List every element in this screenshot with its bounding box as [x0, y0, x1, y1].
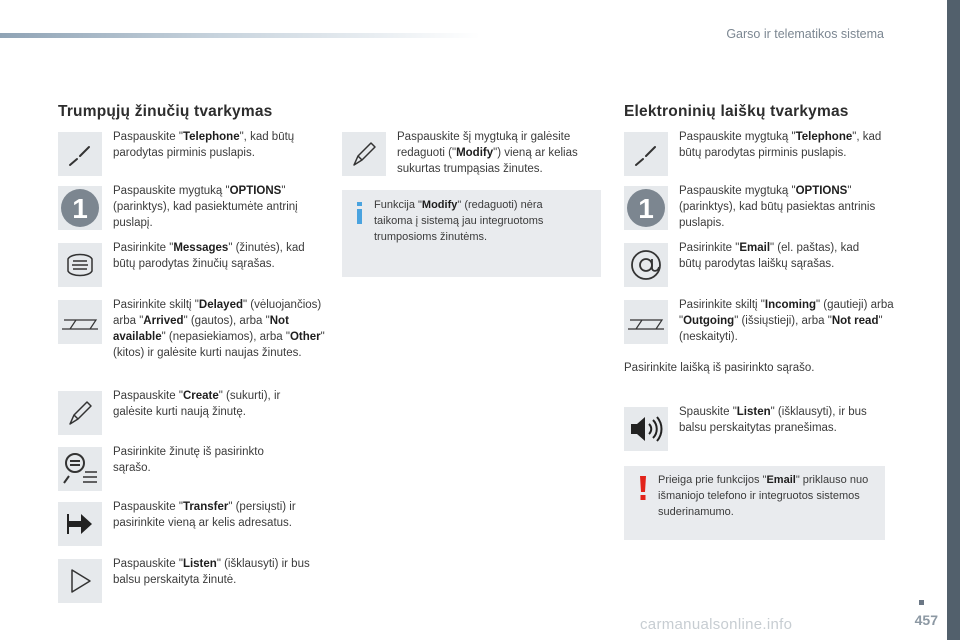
step-one-icon	[60, 188, 100, 228]
search-list-icon	[61, 450, 99, 488]
sms-listen-icon-box	[58, 559, 102, 603]
header-gradient-bar	[0, 33, 480, 38]
sms-step-1: Paspauskite "Telephone", kad būtų parodytas pirminis puslapis.	[113, 131, 295, 159]
sms-step-2: Paspauskite mygtuką "OPTIONS" (parinktys), kad pasiektumėte antrinį puslapį.	[113, 185, 298, 229]
message-list-icon	[64, 249, 96, 281]
email-step-3: Pasirinkite "Email" (el. paštas), kad būtų parodytas laiškų sąrašas.	[679, 242, 860, 270]
pencil-icon	[65, 398, 95, 428]
sms-tabs-icon-box	[58, 300, 102, 344]
email-step-4: Pasirinkite skiltį "Incoming" (gautieji) arba "Outgoing" (išsiųstieji), arba "Not read" (neskaityti).	[679, 299, 894, 343]
pen-icon	[65, 139, 95, 169]
info-icon	[356, 202, 364, 224]
sms-messages-icon-box	[58, 243, 102, 287]
sms-step-4: Pasirinkite skiltį "Delayed" (vėluojančios) arba "Arrived" (gautos), arba "Not available" (nepasiekiamos), arba "Other" (kitos) ir galėsite kurti naujas žinutes.	[113, 299, 325, 359]
email-listen-icon-box	[624, 407, 668, 451]
sms-select-icon-box	[58, 447, 102, 491]
sms-step-7: Paspauskite "Transfer" (persiųsti) ir pasirinkite vieną ar kelis adresatus.	[113, 501, 296, 529]
email-tabs-icon-box	[624, 300, 668, 344]
sms-modify-icon-box	[342, 132, 386, 176]
email-step-1: Paspauskite mygtuką "Telephone", kad būtų parodytas pirminis puslapis.	[679, 131, 882, 159]
sms-step-6: Pasirinkite žinutę iš pasirinkto sąrašo.	[113, 446, 264, 474]
sms-step-8: Paspauskite "Listen" (išklausyti) ir bus balsu perskaityta žinutė.	[113, 558, 310, 586]
email-warning-note: Prieiga prie funkcijos "Email" priklauso nuo išmaniojo telefono ir integruotos sistemos suderinamumo.	[624, 466, 885, 540]
sms-telephone-icon-box	[58, 132, 102, 176]
email-listen-step: Spauskite "Listen" (išklausyti), ir bus balsu perskaitytas pranešimas.	[679, 406, 867, 434]
email-at-icon-box	[624, 243, 668, 287]
email-options-icon-box	[624, 186, 668, 230]
page-marker	[919, 600, 924, 605]
edit-pencil-icon	[349, 139, 379, 169]
step-one-icon	[626, 188, 666, 228]
sms-modify-step: Paspauskite šį mygtuką ir galėsite redaguoti ("Modify") vieną ar kelias sukurtas trumpąsias žinutes.	[397, 131, 578, 175]
sms-step-3: Pasirinkite "Messages" (žinutės), kad būtų parodytas žinučių sąrašas.	[113, 242, 305, 270]
sms-options-icon-box	[58, 186, 102, 230]
header-title: Garso ir telematikos sistema	[726, 27, 884, 41]
email-select-text: Pasirinkite laišką iš pasirinkto sąrašo.	[624, 362, 815, 374]
play-icon	[65, 566, 95, 596]
sms-create-icon-box	[58, 391, 102, 435]
at-sign-icon	[629, 248, 663, 282]
page-number: 457	[914, 612, 938, 628]
speaker-icon	[628, 414, 664, 444]
email-section-title: Elektroninių laiškų tvarkymas	[624, 103, 849, 120]
email-telephone-icon-box	[624, 132, 668, 176]
tab-bar-icon	[60, 312, 100, 332]
tab-bar-icon	[626, 312, 666, 332]
sms-info-note: Funkcija "Modify" (redaguoti) nėra taikoma į sistemą jau integruotoms trumposioms žinutėms.	[342, 190, 601, 277]
svg-text:1: 1	[72, 193, 88, 224]
sms-transfer-icon-box	[58, 502, 102, 546]
sms-section-title: Trumpųjų žinučių tvarkymas	[58, 103, 273, 120]
page-edge-bar	[947, 0, 960, 640]
watermark: carmanualsonline.info	[640, 616, 793, 633]
svg-text:1: 1	[638, 193, 654, 224]
forward-arrow-icon	[65, 509, 95, 539]
pen-icon	[631, 139, 661, 169]
sms-step-5: Paspauskite "Create" (sukurti), ir galėsite kurti naują žinutę.	[113, 390, 281, 418]
warning-icon	[639, 476, 647, 500]
email-step-2: Paspauskite mygtuką "OPTIONS" (parinktys), kad būtų pasiektas antrinis puslapis.	[679, 185, 876, 229]
